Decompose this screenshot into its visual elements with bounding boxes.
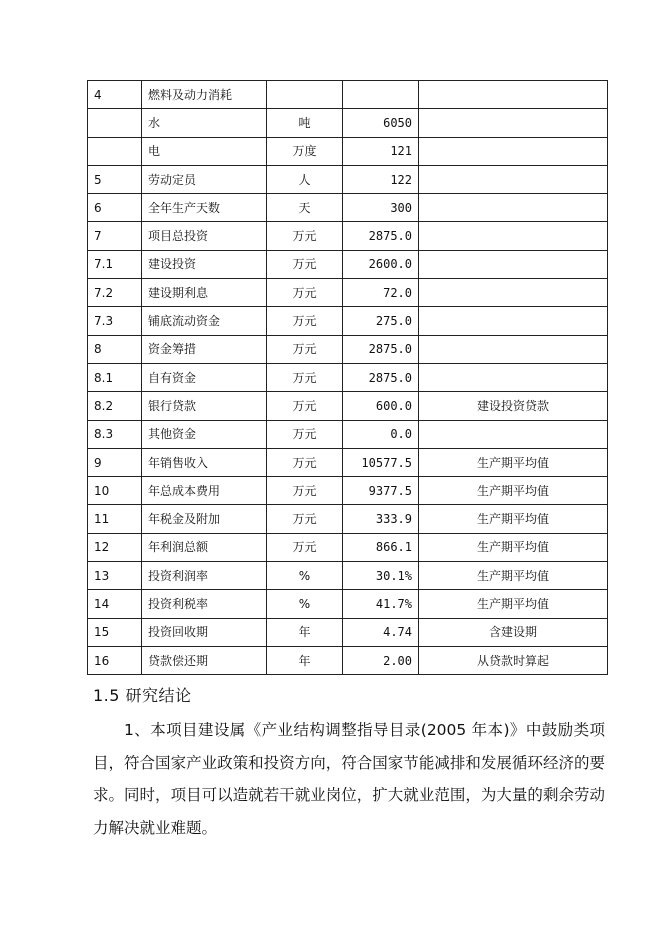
item-name-cell: 年利润总额: [142, 533, 267, 561]
value-cell: 121: [343, 137, 419, 165]
unit-cell: 万元: [267, 363, 343, 391]
row-number-cell: 15: [88, 618, 142, 646]
unit-cell: 吨: [267, 109, 343, 137]
row-number-cell: 11: [88, 505, 142, 533]
note-cell: 建设投资贷款: [419, 392, 608, 420]
value-cell: 4.74: [343, 618, 419, 646]
table-row: [88, 165, 608, 193]
unit-cell: 年: [267, 618, 343, 646]
table-row: [88, 279, 608, 307]
note-cell: [419, 420, 608, 448]
item-name-cell: 年总成本费用: [142, 477, 267, 505]
table-row: [88, 618, 608, 646]
item-name-cell: 铺底流动资金: [142, 307, 267, 335]
note-cell: [419, 81, 608, 109]
conclusion-paragraph: 1、本项目建设属《产业结构调整指导目录(2005 年本)》中鼓励类项目，符合国家产业政策和投资方向，符合国家节能减排和发展循环经济的要求。同时，项目可以造就若干就业岗位，扩大就业范围，为大量的剩余劳动力解决就业难题。: [93, 721, 605, 837]
row-number-cell: 8.3: [88, 420, 142, 448]
note-cell: [419, 222, 608, 250]
item-name-cell: 投资回收期: [142, 618, 267, 646]
item-name-cell: 投资利润率: [142, 562, 267, 590]
value-cell: 122: [343, 165, 419, 193]
item-name-cell: 年税金及附加: [142, 505, 267, 533]
unit-cell: 天: [267, 194, 343, 222]
table-row: [88, 477, 608, 505]
value-cell: [343, 81, 419, 109]
table-row: [88, 109, 608, 137]
row-number-cell: 16: [88, 646, 142, 674]
table-row: [88, 448, 608, 476]
note-cell: [419, 165, 608, 193]
unit-cell: 万元: [267, 250, 343, 278]
row-number-cell: 14: [88, 590, 142, 618]
row-number-cell: 7.2: [88, 279, 142, 307]
row-number-cell: [88, 109, 142, 137]
table-row: [88, 420, 608, 448]
note-cell: [419, 194, 608, 222]
value-cell: 2875.0: [343, 335, 419, 363]
unit-cell: 万元: [267, 335, 343, 363]
item-name-cell: 银行贷款: [142, 392, 267, 420]
table-row: [88, 307, 608, 335]
value-cell: 2600.0: [343, 250, 419, 278]
unit-cell: %: [267, 590, 343, 618]
value-cell: 333.9: [343, 505, 419, 533]
note-cell: 从贷款时算起: [419, 646, 608, 674]
note-cell: [419, 137, 608, 165]
unit-cell: [267, 81, 343, 109]
row-number-cell: 7.3: [88, 307, 142, 335]
unit-cell: 万度: [267, 137, 343, 165]
value-cell: 600.0: [343, 392, 419, 420]
table-row: [88, 81, 608, 109]
row-number-cell: 12: [88, 533, 142, 561]
table-row: [88, 505, 608, 533]
item-name-cell: 电: [142, 137, 267, 165]
note-cell: 生产期平均值: [419, 562, 608, 590]
row-number-cell: [88, 137, 142, 165]
item-name-cell: 劳动定员: [142, 165, 267, 193]
note-cell: [419, 363, 608, 391]
value-cell: 0.0: [343, 420, 419, 448]
row-number-cell: 8.1: [88, 363, 142, 391]
item-name-cell: 投资利税率: [142, 590, 267, 618]
item-name-cell: 水: [142, 109, 267, 137]
unit-cell: 年: [267, 646, 343, 674]
row-number-cell: 13: [88, 562, 142, 590]
note-cell: 生产期平均值: [419, 533, 608, 561]
value-cell: 6050: [343, 109, 419, 137]
table-row: [88, 363, 608, 391]
note-cell: 生产期平均值: [419, 448, 608, 476]
note-cell: 生产期平均值: [419, 477, 608, 505]
unit-cell: %: [267, 562, 343, 590]
value-cell: 72.0: [343, 279, 419, 307]
note-cell: 含建设期: [419, 618, 608, 646]
unit-cell: 万元: [267, 477, 343, 505]
value-cell: 9377.5: [343, 477, 419, 505]
table-row: [88, 562, 608, 590]
unit-cell: 万元: [267, 392, 343, 420]
project-indicators-table: [87, 80, 608, 675]
item-name-cell: 全年生产天数: [142, 194, 267, 222]
note-cell: [419, 307, 608, 335]
row-number-cell: 9: [88, 448, 142, 476]
note-cell: [419, 250, 608, 278]
section-heading: 1.5 研究结论: [93, 686, 192, 705]
row-number-cell: 7: [88, 222, 142, 250]
table-row: [88, 222, 608, 250]
table-row: [88, 335, 608, 363]
table-row: [88, 533, 608, 561]
item-name-cell: 自有资金: [142, 363, 267, 391]
table-row: [88, 194, 608, 222]
item-name-cell: 年销售收入: [142, 448, 267, 476]
value-cell: 10577.5: [343, 448, 419, 476]
unit-cell: 万元: [267, 505, 343, 533]
value-cell: 2875.0: [343, 363, 419, 391]
value-cell: 300: [343, 194, 419, 222]
row-number-cell: 10: [88, 477, 142, 505]
value-cell: 275.0: [343, 307, 419, 335]
row-number-cell: 5: [88, 165, 142, 193]
table-row: [88, 646, 608, 674]
value-cell: 41.7%: [343, 590, 419, 618]
table-row: [88, 250, 608, 278]
unit-cell: 人: [267, 165, 343, 193]
unit-cell: 万元: [267, 448, 343, 476]
row-number-cell: 8.2: [88, 392, 142, 420]
note-cell: [419, 335, 608, 363]
value-cell: 30.1%: [343, 562, 419, 590]
item-name-cell: 燃料及动力消耗: [142, 81, 267, 109]
unit-cell: 万元: [267, 533, 343, 561]
unit-cell: 万元: [267, 307, 343, 335]
value-cell: 2875.0: [343, 222, 419, 250]
item-name-cell: 建设投资: [142, 250, 267, 278]
row-number-cell: 7.1: [88, 250, 142, 278]
table-row: [88, 392, 608, 420]
item-name-cell: 项目总投资: [142, 222, 267, 250]
value-cell: 2.00: [343, 646, 419, 674]
unit-cell: 万元: [267, 420, 343, 448]
note-cell: 生产期平均值: [419, 590, 608, 618]
row-number-cell: 8: [88, 335, 142, 363]
note-cell: [419, 109, 608, 137]
value-cell: 866.1: [343, 533, 419, 561]
item-name-cell: 资金筹措: [142, 335, 267, 363]
note-cell: 生产期平均值: [419, 505, 608, 533]
table-body: [88, 81, 608, 675]
note-cell: [419, 279, 608, 307]
row-number-cell: 4: [88, 81, 142, 109]
table-row: [88, 590, 608, 618]
item-name-cell: 建设期利息: [142, 279, 267, 307]
row-number-cell: 6: [88, 194, 142, 222]
unit-cell: 万元: [267, 279, 343, 307]
table-row: [88, 137, 608, 165]
unit-cell: 万元: [267, 222, 343, 250]
item-name-cell: 贷款偿还期: [142, 646, 267, 674]
item-name-cell: 其他资金: [142, 420, 267, 448]
